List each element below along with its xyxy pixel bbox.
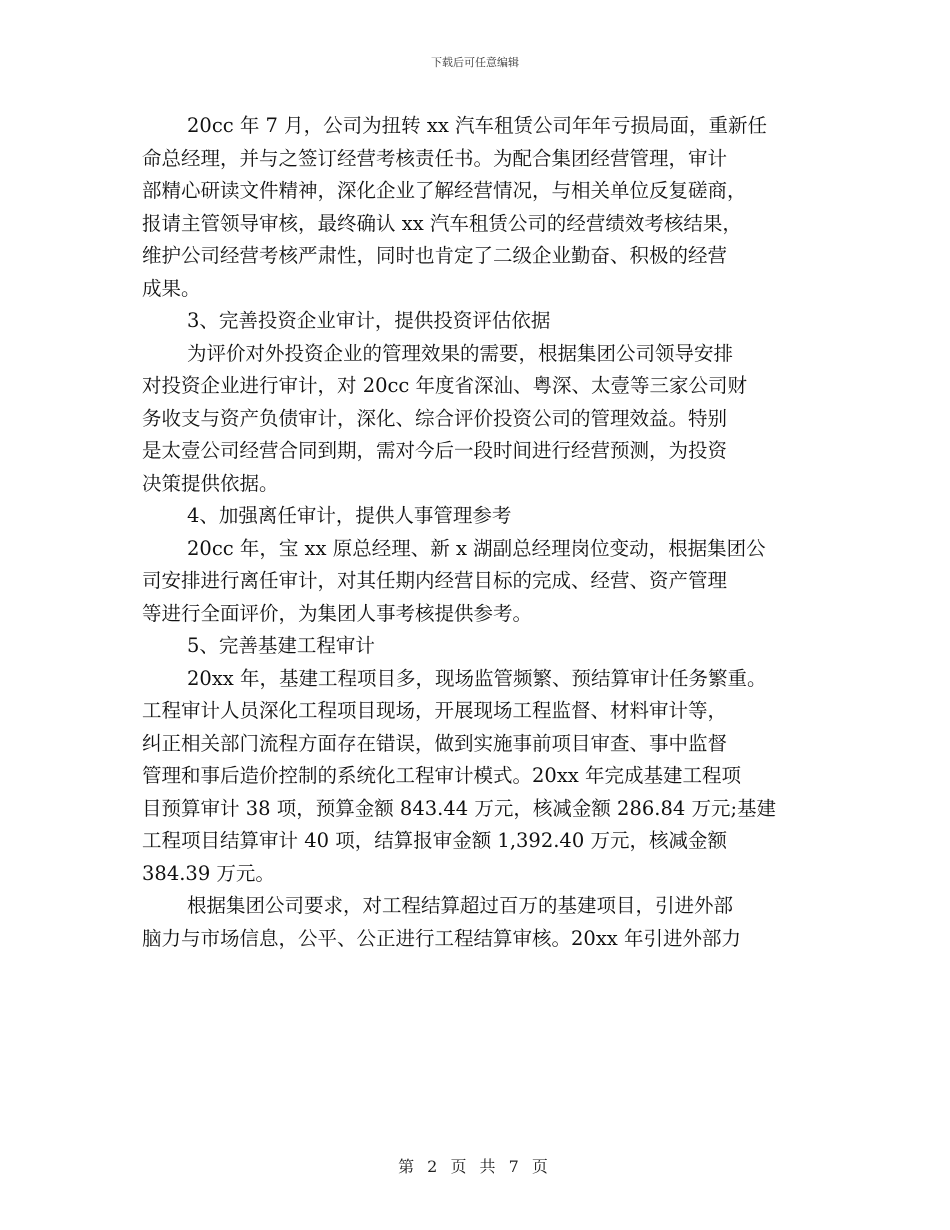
text-line: 根据集团公司要求，对工程结算超过百万的基建项目，引进外部 xyxy=(187,894,734,917)
text-line: 20cc 年 7 月，公司为扭转 xx 汽车租赁公司年年亏损局面，重新任 xyxy=(187,114,768,137)
text-line: 决策提供依据。 xyxy=(142,471,279,495)
text-line: 20xx 年，基建工程项目多，现场监管频繁、预结算审计任务繁重。 xyxy=(187,666,767,690)
text-line: 20cc 年，宝 xx 原总经理、新 x 湖副总经理岗位变动，根据集团公 xyxy=(187,536,766,560)
section-heading: 4、加强离任审计，提供人事管理参考 xyxy=(187,504,512,527)
text-line: 成果。 xyxy=(142,276,201,300)
text-line: 部精心研读文件精神，深化企业了解经营情况，与相关单位反复磋商， xyxy=(142,179,747,202)
text-line: 管理和事后造价控制的系统化工程审计模式。20xx 年完成基建工程项 xyxy=(142,764,742,787)
text-line: 等进行全面评价，为集团人事考核提供参考。 xyxy=(142,601,533,625)
text-line: 司安排进行离任审计，对其任期内经营目标的完成、经营、资产管理 xyxy=(142,569,728,592)
text-line: 维护公司经营考核严肃性，同时也肯定了二级企业勤奋、积极的经营 xyxy=(142,244,728,267)
page-number: 第 2 页 共 7 页 xyxy=(398,1157,552,1176)
section-heading: 3、完善投资企业审计，提供投资评估依据 xyxy=(187,309,551,332)
text-line: 目预算审计 38 项，预算金额 843.44 万元，核减金额 286.84 万元;基建 xyxy=(142,796,777,820)
text-line: 脑力与市场信息，公平、公正进行工程结算审核。20xx 年引进外部力 xyxy=(142,926,742,950)
text-line: 务收支与资产负债审计，深化、综合评价投资公司的管理效益。特别 xyxy=(142,406,728,430)
text-line: 对投资企业进行审计，对 20cc 年度省深汕、粤深、太壹等三家公司财 xyxy=(142,374,748,397)
text-line: 命总经理，并与之签订经营考核责任书。为配合集团经营管理，审计 xyxy=(142,146,728,170)
text-line: 纠正相关部门流程方面存在错误，做到实施事前项目审查、事中监督 xyxy=(142,731,728,755)
text-line: 工程项目结算审计 40 项，结算报审金额 1,392.40 万元，核减金额 xyxy=(142,829,727,852)
page-header: 下载后可任意编辑 xyxy=(431,56,519,69)
text-line: 工程审计人员深化工程项目现场，开展现场工程监督、材料审计等， xyxy=(142,699,728,722)
text-line: 为评价对外投资企业的管理效果的需要，根据集团公司领导安排 xyxy=(187,341,734,365)
text-line: 是太壹公司经营合同到期，需对今后一段时间进行经营预测，为投资 xyxy=(142,439,728,462)
document-body xyxy=(142,110,822,955)
text-line: 384.39 万元。 xyxy=(142,861,275,885)
text-line: 报请主管领导审核，最终确认 xx 汽车租赁公司的经营绩效考核结果， xyxy=(142,211,742,235)
section-heading: 5、完善基建工程审计 xyxy=(187,634,375,657)
